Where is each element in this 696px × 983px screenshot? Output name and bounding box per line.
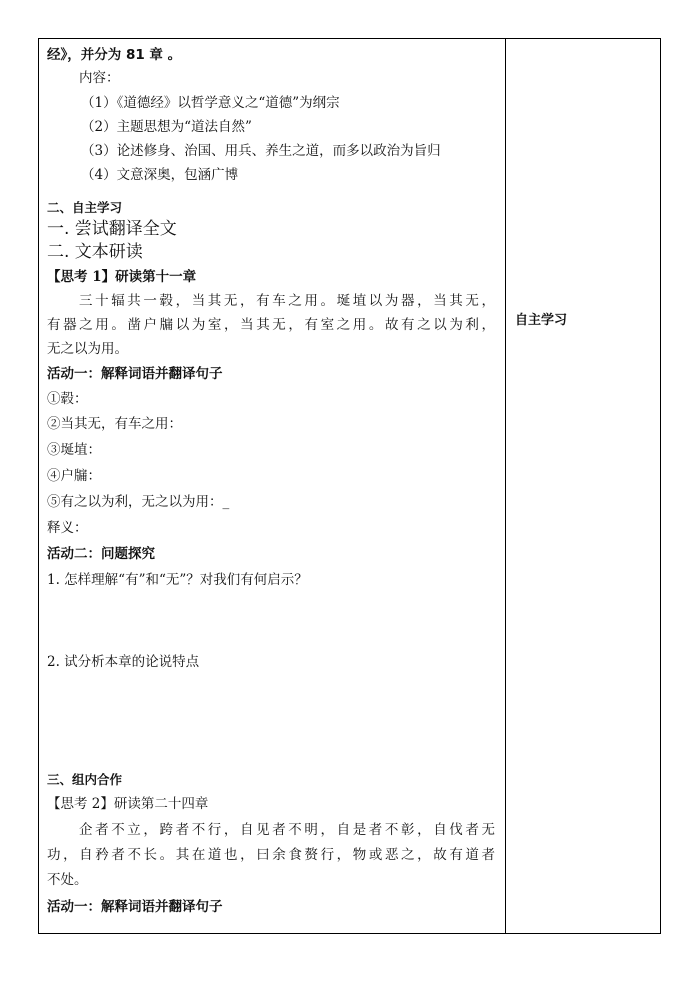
- self-study-sub2: 二. 文本研读: [47, 242, 143, 262]
- content-item-1: （1）《道德经》以哲学意义之“道德”为纲宗: [81, 95, 340, 111]
- content-item-2: （2）主题思想为“道法自然”: [81, 119, 252, 135]
- question-2: 2. 试分析本章的论说特点: [47, 654, 200, 670]
- side-label: 自主学习: [515, 313, 568, 328]
- term-2: ②当其无，有车之用：: [47, 416, 182, 432]
- think1-passage-line-2: 有器之用。凿户牖以为室，当其无，有室之用。故有之以为利，: [47, 317, 495, 333]
- self-study-heading: 二、自主学习: [47, 200, 123, 215]
- group-heading: 三、组内合作: [47, 772, 123, 787]
- content-item-4: （4）文意深奥，包涵广博: [81, 167, 239, 183]
- think2-passage-line-3: 不处。: [47, 872, 88, 888]
- intro-tail: 经》，并分为 81 章 。: [47, 47, 182, 63]
- think2-passage-line-1: 企者不立，跨者不行，自见者不明，自是者不彰，自伐者无: [79, 822, 495, 838]
- think2-title: 【思考 2】研读第二十四章: [47, 796, 209, 812]
- explain-label: 释义：: [47, 520, 88, 536]
- term-5: ⑤有之以为利，无之以为用：_: [47, 494, 230, 510]
- term-3: ③埏埴：: [47, 442, 101, 458]
- think2-activity1: 活动一：解释词语并翻译句子: [47, 899, 223, 915]
- think2-passage-line-2: 功，自矜者不长。其在道也，曰余食赘行，物或恶之，故有道者: [47, 847, 495, 863]
- think1-passage-line-1: 三十辐共一毂，当其无，有车之用。埏埴以为器，当其无，: [79, 293, 495, 309]
- term-4: ④户牖：: [47, 468, 101, 484]
- think1-passage-line-3: 无之以为用。: [47, 341, 128, 357]
- lesson-table: [38, 38, 661, 934]
- content-item-3: （3）论述修身、治国、用兵、养生之道，而多以政治为旨归: [81, 143, 441, 159]
- think1-activity2: 活动二：问题探究: [47, 546, 155, 562]
- self-study-sub1: 一. 尝试翻译全文: [47, 219, 177, 239]
- term-1: ①毂：: [47, 391, 88, 407]
- think1-activity1: 活动一：解释词语并翻译句子: [47, 366, 223, 382]
- content-label: 内容：: [79, 70, 120, 86]
- think1-title: 【思考 1】研读第十一章: [47, 269, 197, 285]
- question-1: 1. 怎样理解“有”和“无”？对我们有何启示？: [47, 572, 308, 588]
- column-divider: [505, 39, 506, 933]
